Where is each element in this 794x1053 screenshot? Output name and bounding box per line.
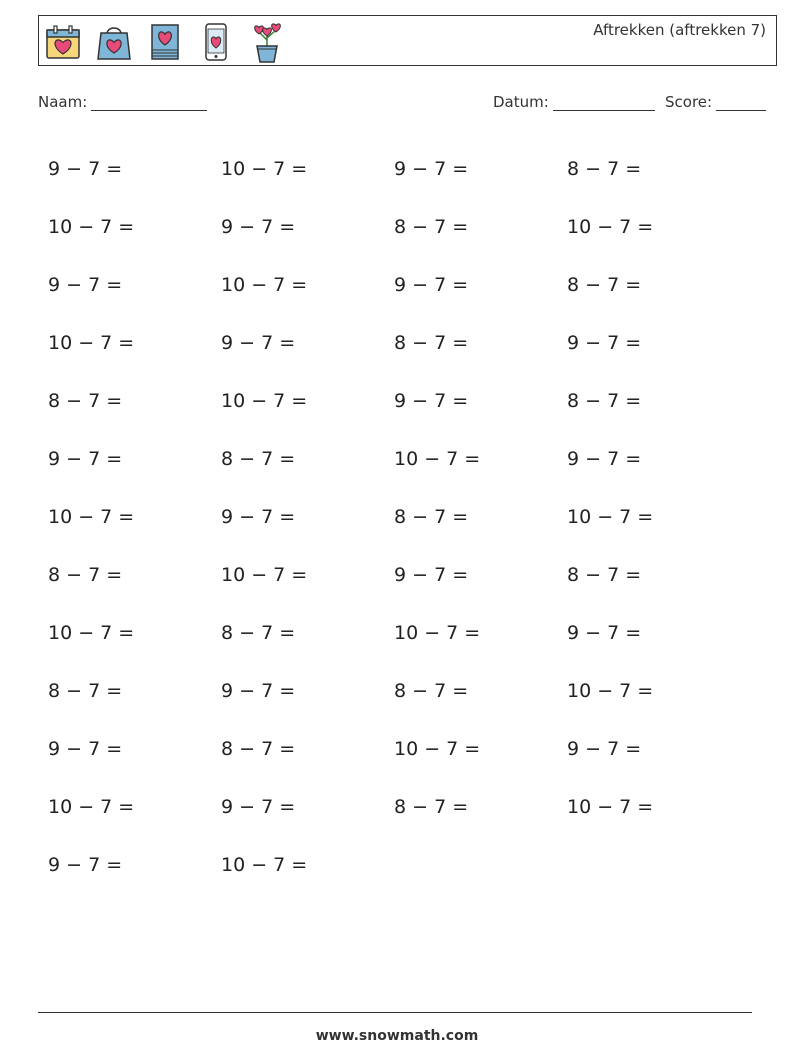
problem-item: 10 − 7 = [221,564,308,586]
problem-item: 8 − 7 = [567,390,642,412]
problem-grid [48,140,740,894]
name-line[interactable] [91,96,207,111]
problem-item: 10 − 7 = [394,448,481,470]
problem-item: 9 − 7 = [394,274,469,296]
header-icons [43,20,287,64]
problem-item: 8 − 7 = [48,680,123,702]
problem-row [48,430,740,488]
problem-item: 10 − 7 = [48,796,135,818]
problem-row [48,256,740,314]
problem-item: 9 − 7 = [221,216,296,238]
problem-item: 8 − 7 = [567,564,642,586]
footer-divider [38,1012,752,1013]
problem-item: 10 − 7 = [394,738,481,760]
problem-item: 9 − 7 = [221,332,296,354]
book-heart-icon [145,20,185,64]
problem-item: 9 − 7 = [48,158,123,180]
footer-url: www.snowmath.com [315,1028,479,1044]
problem-item: 10 − 7 = [567,506,654,528]
problem-item: 8 − 7 = [394,332,469,354]
problem-row [48,604,740,662]
problem-item: 10 − 7 = [567,796,654,818]
problem-item: 9 − 7 = [567,738,642,760]
problem-item: 10 − 7 = [567,680,654,702]
problem-row [48,488,740,546]
problem-item: 8 − 7 = [394,506,469,528]
shopping-bag-heart-icon [94,20,134,64]
score-field [665,93,766,111]
problem-item: 9 − 7 = [394,564,469,586]
problem-item: 10 − 7 = [394,622,481,644]
problem-item: 8 − 7 = [221,622,296,644]
problem-item: 9 − 7 = [567,332,642,354]
calendar-heart-icon [43,20,83,64]
problem-item: 9 − 7 = [394,158,469,180]
problem-item: 9 − 7 = [221,680,296,702]
problem-row [48,198,740,256]
problem-item: 8 − 7 = [394,796,469,818]
problem-row [48,836,740,894]
problem-item: 8 − 7 = [567,274,642,296]
name-field [38,93,207,111]
problem-item: 10 − 7 = [48,332,135,354]
problem-item: 9 − 7 = [567,448,642,470]
problem-item: 10 − 7 = [221,274,308,296]
score-line[interactable] [716,96,766,111]
problem-item: 9 − 7 = [221,796,296,818]
problem-item: 8 − 7 = [394,680,469,702]
flower-pot-hearts-icon [247,20,287,64]
worksheet-header [38,15,777,66]
name-label: Naam: [38,93,88,111]
problem-item: 8 − 7 = [567,158,642,180]
problem-item: 8 − 7 = [394,216,469,238]
problem-item: 10 − 7 = [48,622,135,644]
problem-item: 10 − 7 = [221,854,308,876]
score-label: Score: [665,93,713,111]
problem-row [48,662,740,720]
problem-item: 10 − 7 = [567,216,654,238]
problem-item: 9 − 7 = [567,622,642,644]
phone-heart-icon [196,20,236,64]
problem-row [48,546,740,604]
date-field [493,93,655,111]
problem-item: 10 − 7 = [221,390,308,412]
problem-item: 10 − 7 = [48,506,135,528]
problem-item: 8 − 7 = [48,564,123,586]
worksheet-title: Aftrekken (aftrekken 7) [593,21,766,39]
problem-item: 8 − 7 = [221,448,296,470]
problem-row [48,140,740,198]
problem-row [48,314,740,372]
problem-item: 9 − 7 = [48,274,123,296]
problem-item: 8 − 7 = [48,390,123,412]
date-line[interactable] [553,96,655,111]
problem-item: 8 − 7 = [221,738,296,760]
problem-item: 9 − 7 = [394,390,469,412]
problem-item: 10 − 7 = [48,216,135,238]
date-label: Datum: [493,93,549,111]
problem-row [48,778,740,836]
problem-item: 9 − 7 = [48,854,123,876]
problem-item: 9 − 7 = [221,506,296,528]
problem-row [48,372,740,430]
problem-item: 9 − 7 = [48,448,123,470]
problem-item: 10 − 7 = [221,158,308,180]
problem-item: 9 − 7 = [48,738,123,760]
problem-row [48,720,740,778]
